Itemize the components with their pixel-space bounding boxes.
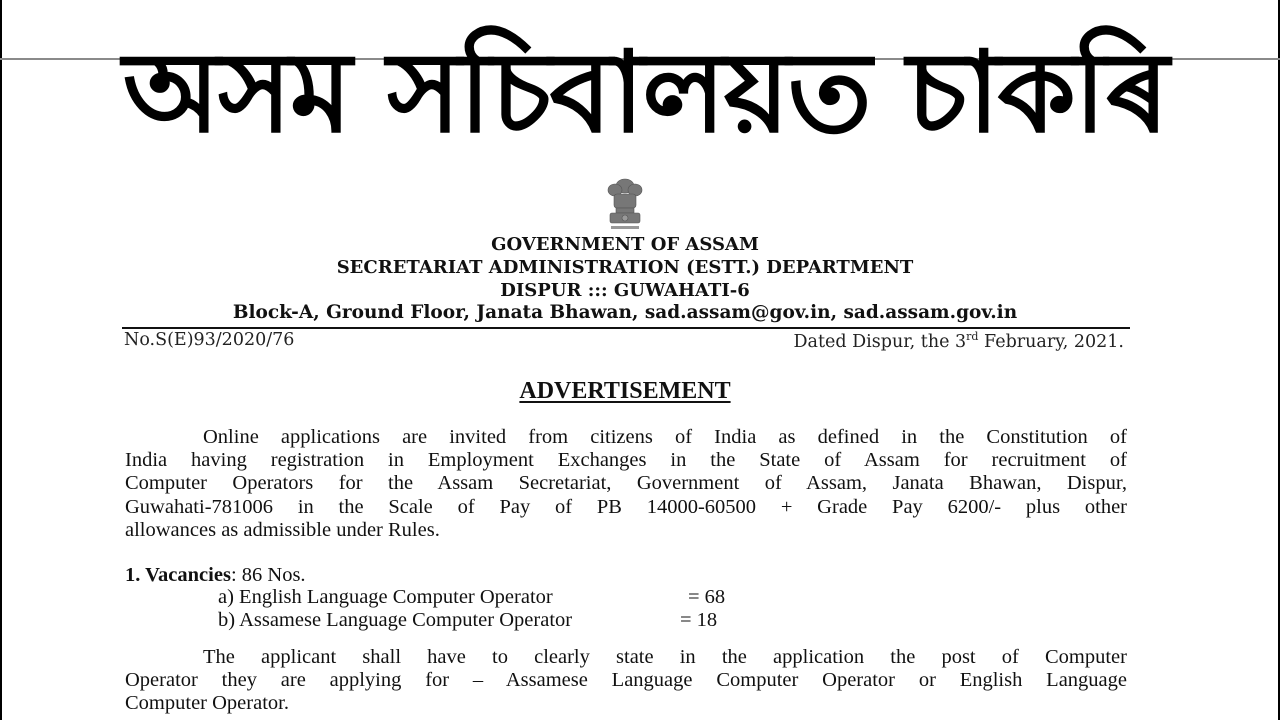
department-name: SECRETARIAT ADMINISTRATION (ESTT.) DEPARTMENT [336,257,914,278]
org-name: GOVERNMENT OF ASSAM [491,234,759,255]
intro-line: Computer Operators for the Assam Secretariat, Government of Assam, Janata Bhawan, Dispur, [125,472,1127,495]
advertisement-title: ADVERTISEMENT [519,378,731,404]
intro-line: India having registration in Employment Exchanges in the State of Assam for recruitment of [125,449,1127,472]
vacancy-label: a) English Language Computer Operator [218,586,553,608]
intro-line: Guwahati-781006 in the Scale of Pay of PB 14000-60500 + Grade Pay 6200/- plus other [125,495,1127,518]
letterhead-divider [122,327,1130,329]
reference-row [124,330,1124,354]
intro-line: Online applications are invited from citizens of India as defined in the Constitution of [203,426,1127,448]
intro-paragraph [125,426,1127,542]
left-frame-border [0,0,2,720]
org-location: DISPUR ::: GUWAHATI-6 [500,280,750,301]
vacancy-item [218,609,718,632]
note-line: The applicant shall have to clearly state in the application the post of Computer [203,646,1127,668]
assamese-title-banner: অসম সচিবালয়ত চাকৰি [122,28,1168,158]
vacancy-item [218,586,726,609]
reference-date: Dated Dispur, the 3rd February, 2021. [793,330,1124,352]
note-paragraph [125,646,1127,716]
vacancy-label: b) Assamese Language Computer Operator [218,609,573,631]
note-line: Operator they are applying for – Assamese Language Computer Operator or English Language [125,669,1127,692]
reference-number: No.S(E)93/2020/76 [124,330,295,350]
state-emblem-icon [597,176,653,234]
org-address: Block-A, Ground Floor, Janata Bhawan, sad.assam@gov.in, sad.assam.gov.in [232,302,1018,323]
intro-line: allowances as admissible under Rules. [125,518,440,541]
vacancy-count: = 68 [688,586,726,608]
note-line: Computer Operator. [125,692,289,715]
vacancies-heading: 1. Vacancies: 86 Nos. [125,564,306,586]
vacancy-count: = 18 [680,609,718,631]
